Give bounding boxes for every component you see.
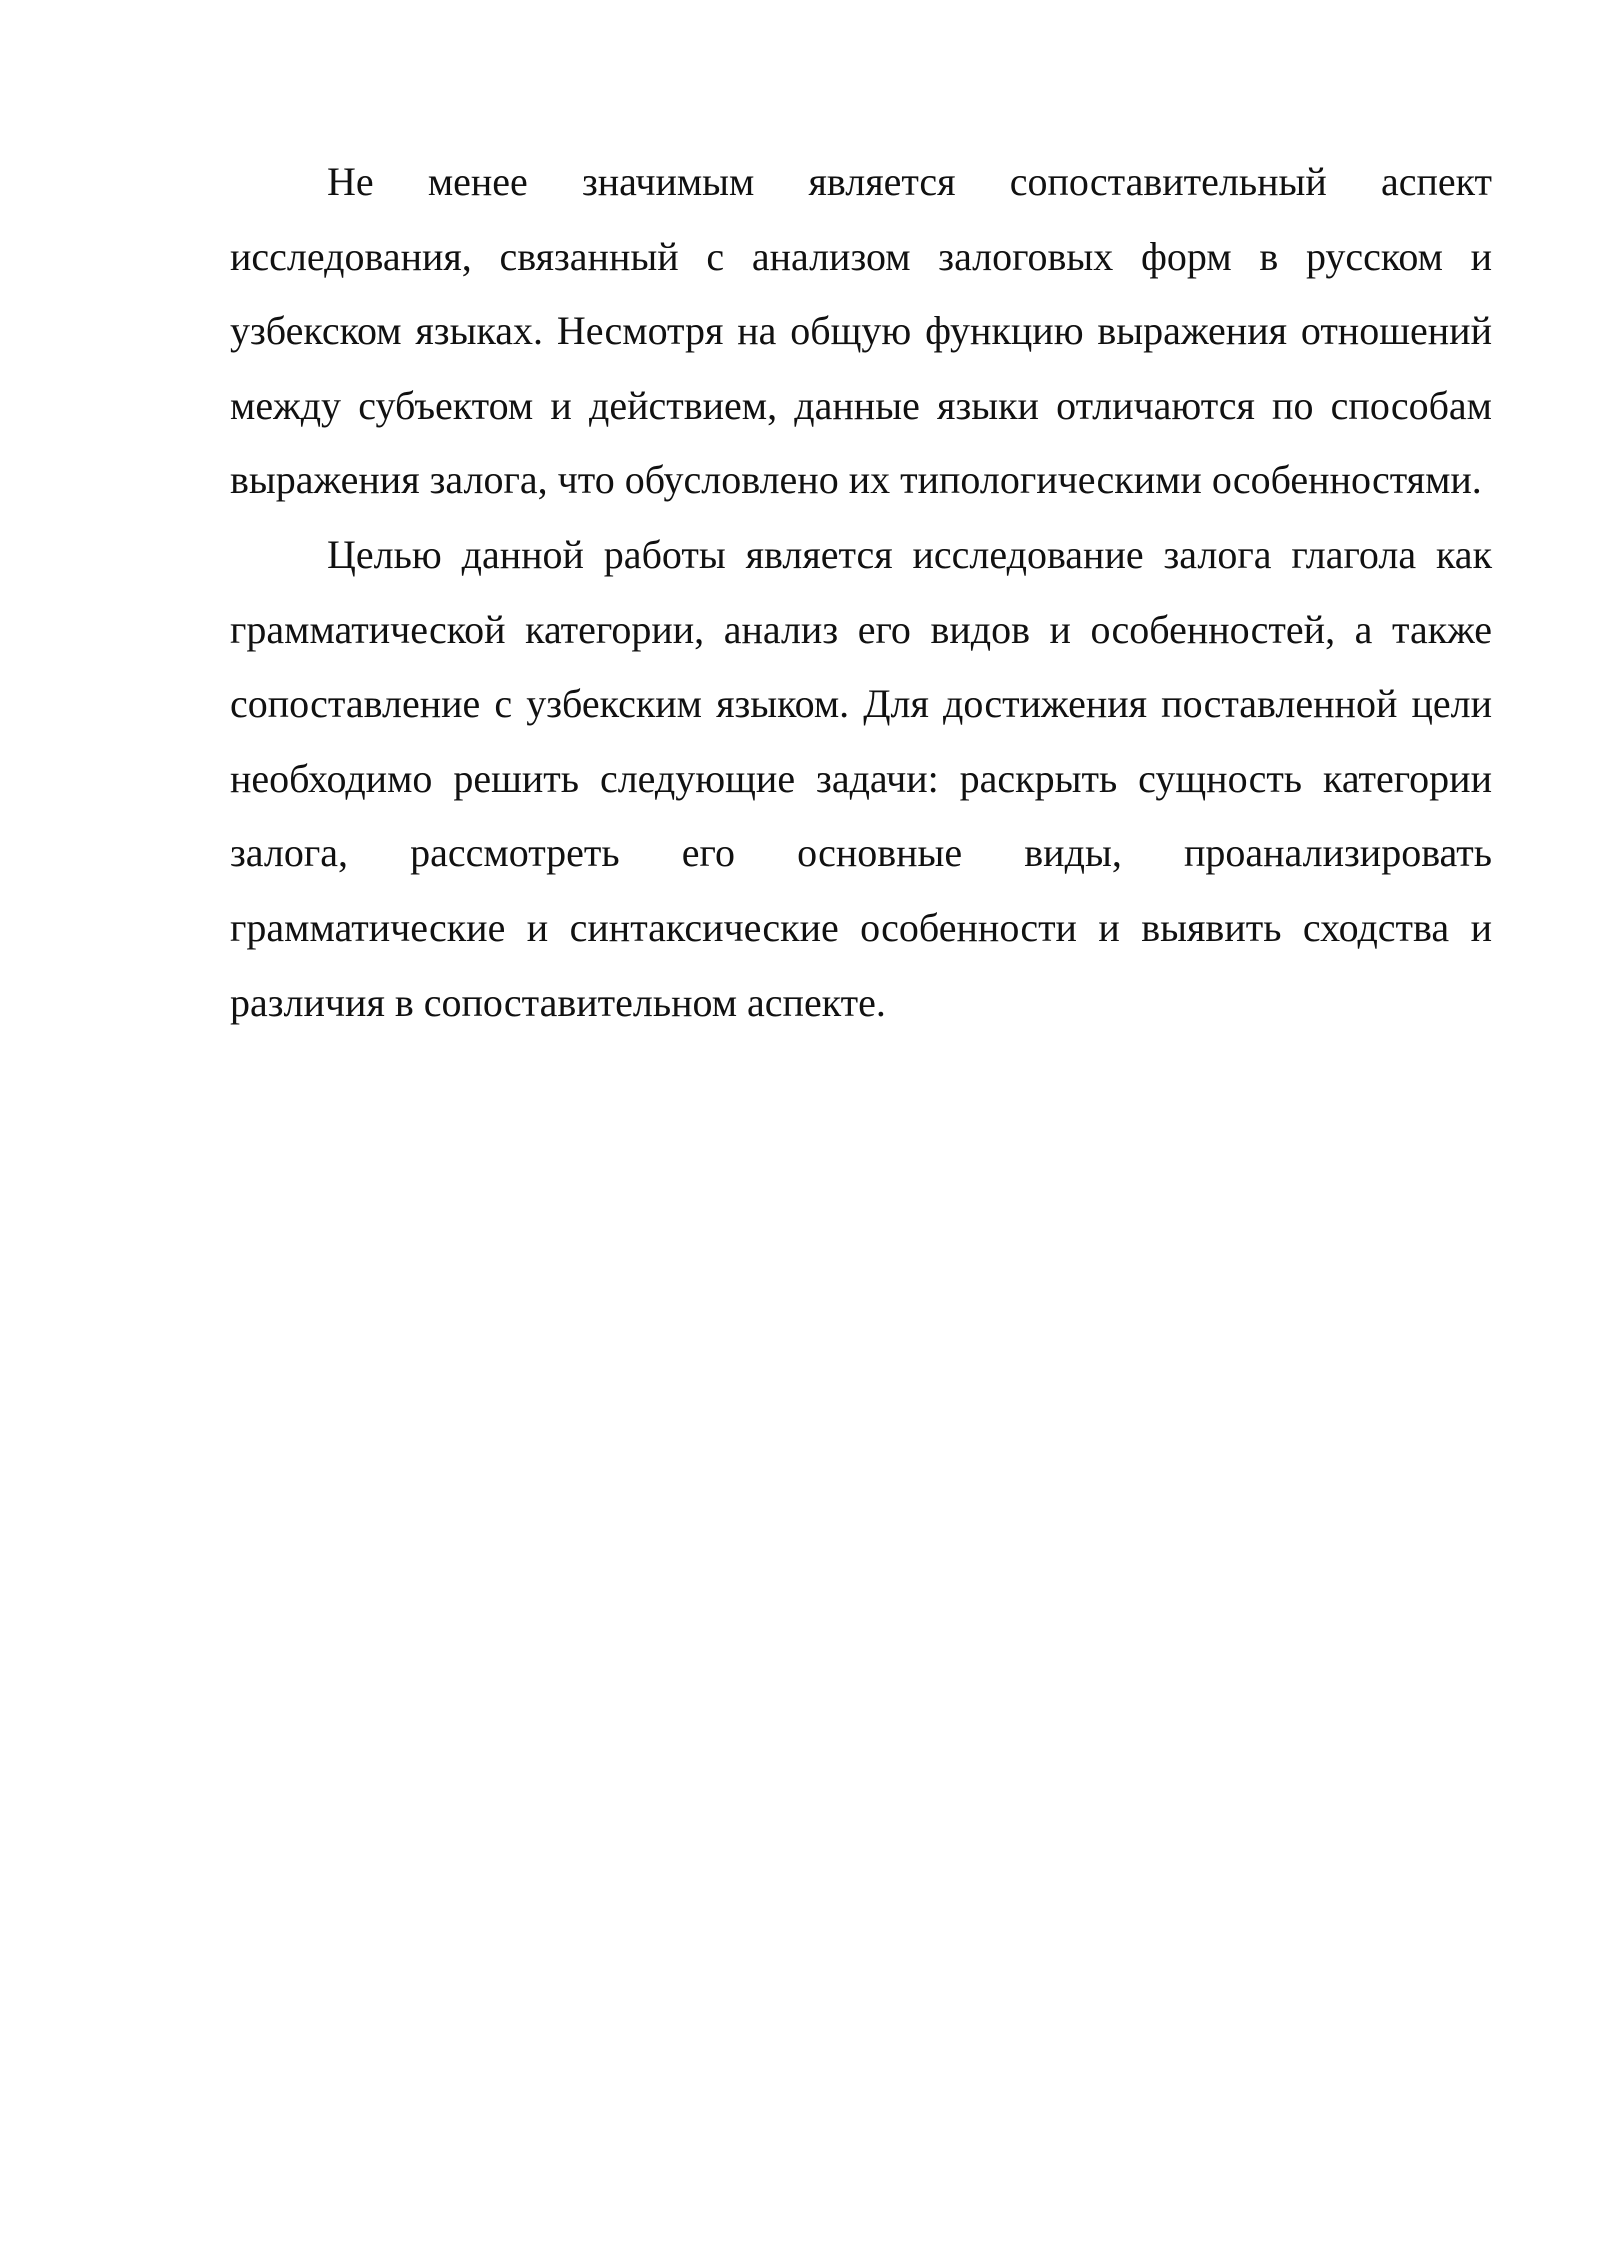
paragraph-research-goal: Целью данной работы является исследование залога глагола как грамматической категории, анализ его видов и особенностей, а также сопоставление с узбекским языком. Для достижения поставленной цели необходимо решить следующие задачи: раскрыть сущность категории залога, рассмотреть его основные виды, проанализировать грамматические и синтаксические особенности и выявить сходства и различия в сопоставительном аспекте.	[230, 531, 1492, 1025]
document-body	[230, 145, 1492, 1040]
paragraph-comparative-aspect: Не менее значимым является сопоставительный аспект исследования, связанный с анализом залоговых форм в русском и узбекском языках. Несмотря на общую функцию выражения отношений между субъектом и действием, данные языки отличаются по способам выражения залога, что обусловлено их типологическими особенностями.	[230, 159, 1492, 503]
